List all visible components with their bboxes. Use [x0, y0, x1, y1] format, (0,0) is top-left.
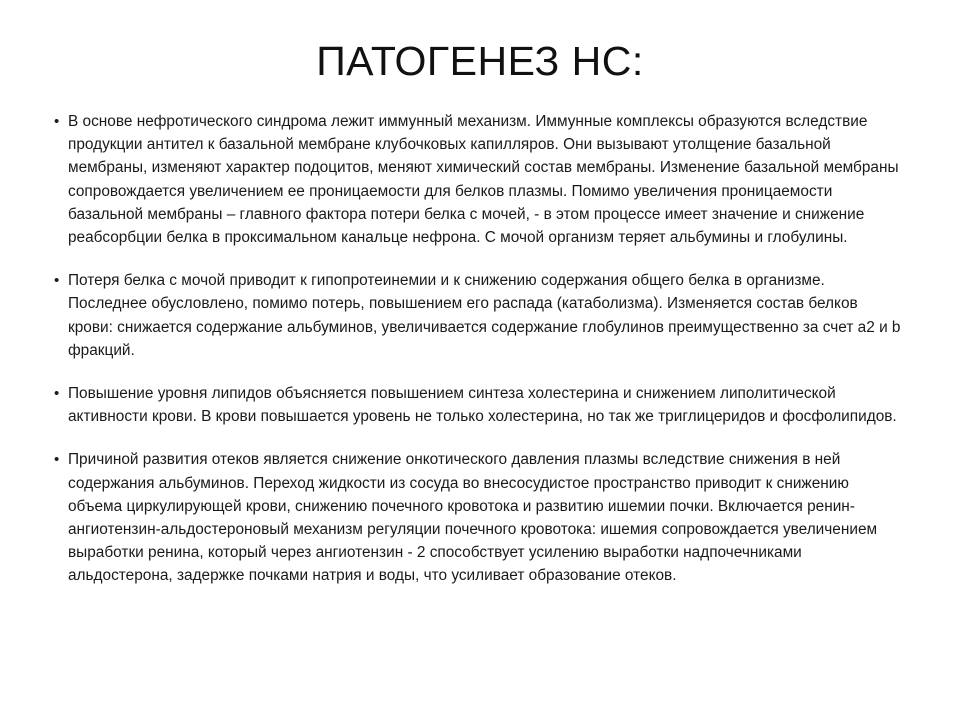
- bullet-marker: •: [54, 451, 60, 469]
- bullet-marker: •: [54, 272, 60, 290]
- bullet-item-1: [54, 110, 904, 249]
- bullet-text-1: В основе нефротического синдрома лежит иммунный механизм. Иммунные комплексы образуются вследствие продукции антител к базальной мембране клубочковых капилляров. Они вызывают утолщение базальной мембраны, изменяют характер подоцитов, меняют химический состав мембраны. Изменение базальной мембраны сопровождается увеличением ее проницаемости для белков плазмы. Помимо увеличения проницаемости базальной мембраны – главного фактора потери белка с мочей, - в этом процессе имеет значение и снижение реабсорбции белка в проксимальном канальце нефрона. С мочой организм теряет альбумины и глобулины.: [68, 113, 899, 247]
- bullet-item-4: [54, 448, 904, 587]
- bullet-marker: •: [54, 385, 60, 403]
- bullet-text-3: Повышение уровня липидов объясняется повышением синтеза холестерина и снижением липолитической активности крови. В крови повышается уровень не только холестерина, но так же триглицеридов и фосфолипидов.: [68, 385, 897, 426]
- slide-body: [54, 110, 904, 588]
- bullet-marker: •: [54, 113, 60, 130]
- bullet-text-2: Потеря белка с мочой приводит к гипопротеинемии и к снижению содержания общего белка в организме. Последнее обусловлено, помимо потерь, повышением его распада (катаболизма). Изменяется состав белков крови: снижается содержание альбуминов, увеличивается содержание глобулинов преимущественно за счет а2 и b фракций.: [68, 272, 901, 359]
- bullet-item-3: [54, 382, 904, 428]
- bullet-item-2: [54, 269, 904, 362]
- bullet-text-4: Причиной развития отеков является снижение онкотического давления плазмы вследствие снижения в ней содержания альбуминов. Переход жидкости из сосуда во внесосудистое пространство приводит к снижению объема циркулирующей крови, снижению почечного кровотока и развитию ишемии почки. Включается ренин-ангиотензин-альдостероновый механизм регуляции почечного кровотока: ишемия сопровождается увеличением выработки ренина, который через ангиотензин - 2 способствует усилению выработки надпочечниками альдостерона, задержке почками натрия и воды, что усиливает образование отеков.: [68, 451, 878, 585]
- slide-title: ПАТОГЕНЕЗ НС:: [316, 38, 644, 84]
